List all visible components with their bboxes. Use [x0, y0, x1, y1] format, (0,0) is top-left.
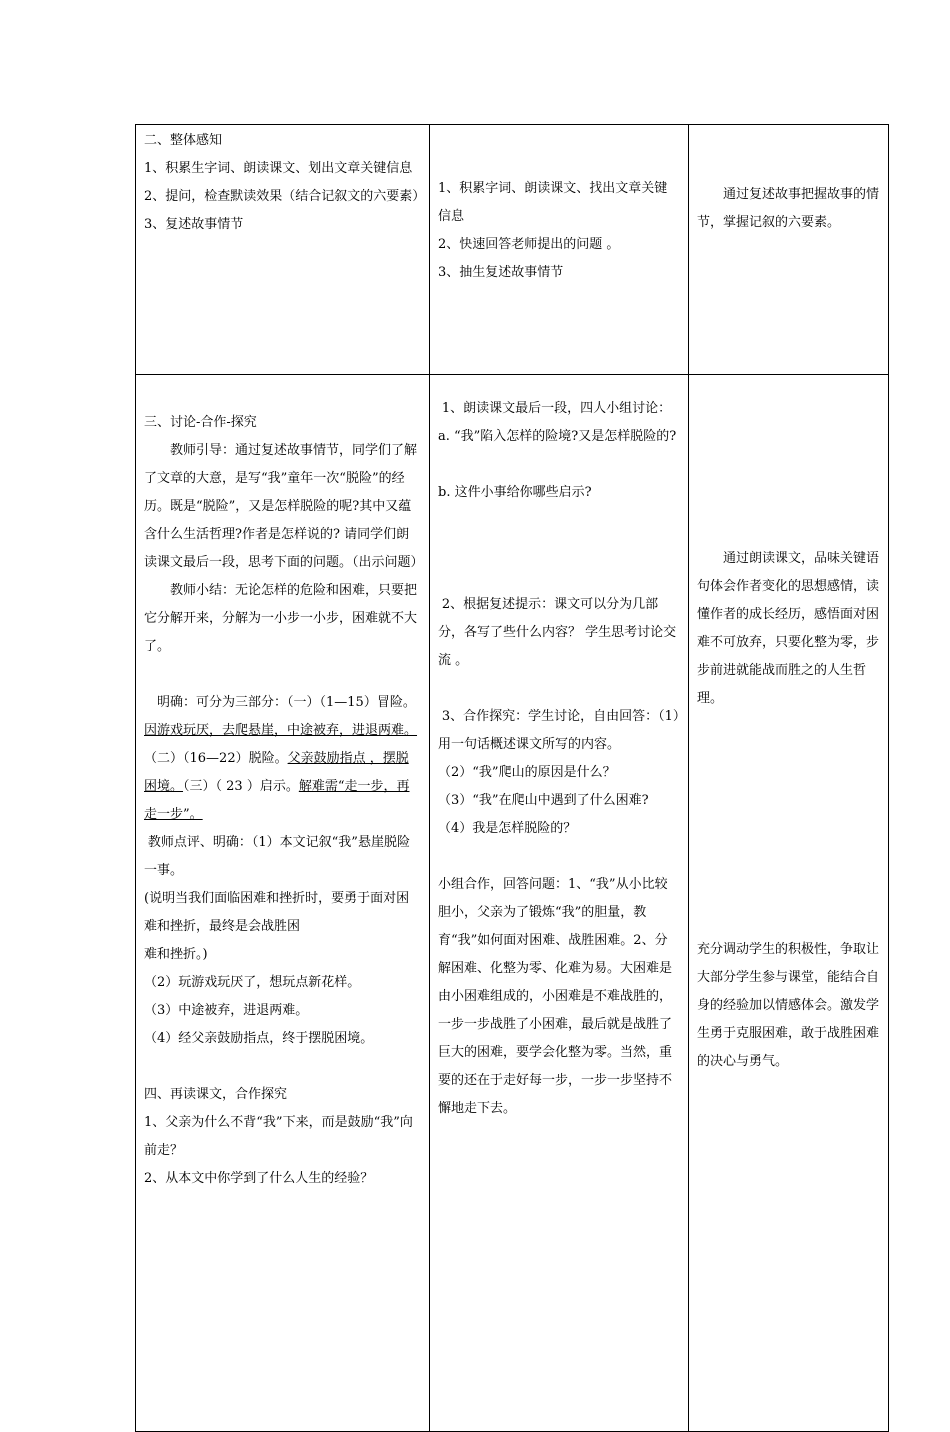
teacher-comment-text: 教师点评、明确：（1）本文记叙“我”悬崖脱险一事。 — [144, 835, 410, 878]
section-heading: 四、再读课文，合作探究 — [144, 1087, 288, 1102]
clarify-text: 明确：可分为三部分：（一）（1—15）冒险。因游戏玩厌，去爬悬崖，中途被弃，进退两难。（二）（16—22）脱险。父亲鼓励指点 ，摆脱困境。（三）（ 23 ）启示。解难需“走一步，再走一步”。 — [144, 695, 418, 822]
list-item: 3、抽生复述故事情节 — [438, 265, 564, 280]
teacher-guide-text: 教师引导：通过复述故事情节，同学们了解了文章的大意，是写“我”童年一次“脱险”的经历。既是“脱险”，又是怎样脱险的呢?其中又蕴含什么生活哲理?作者是怎样说的? 请同学们朗读课文最后一段，思考下面的问题。（出示问题） — [144, 443, 424, 570]
list-item: 3、合作探究：学生讨论，自由回答：（1）用一句话概述课文所写的内容。 — [438, 709, 680, 752]
list-item: b. 这件小事给你哪些启示? — [438, 485, 592, 500]
student-activity-cell — [430, 375, 689, 1432]
list-item: 1、朗读课文最后一段，四人小组讨论： — [441, 401, 672, 416]
list-item: 2、快速回答老师提出的问题 。 — [438, 237, 620, 252]
note-text: 难和挫折。) — [144, 947, 208, 962]
list-item: 1、积累字词、朗读课文、找出文章关键信息 — [438, 181, 668, 224]
teacher-activity-cell — [136, 375, 430, 1432]
note-text: (说明当我们面临困难和挫折时，要勇于面对困难和挫折，最终是会战胜困 — [144, 891, 410, 934]
student-activity-cell — [430, 125, 689, 375]
list-item: 2、从本文中你学到了什么人生的经验？ — [144, 1171, 374, 1186]
table-row — [136, 375, 889, 1432]
design-intent-cell — [689, 375, 889, 1432]
list-item: （2）“我”爬山的原因是什么？ — [438, 765, 616, 780]
list-item: 2、提问，检查默读效果（结合记叙文的六要素） — [144, 189, 426, 204]
teacher-summary-text: 教师小结：无论怎样的危险和困难，只要把它分解开来，分解为一小步一小步，困难就不大了。 — [144, 583, 418, 654]
section-heading: 二、整体感知 — [144, 133, 223, 148]
group-answer-text: 小组合作，回答问题：1、“我”从小比较胆小，父亲为了锻炼“我”的胆量，教育“我”如何面对困难、战胜困难。2、分解困难、化整为零、化难为易。大困难是由小困难组成的，小困难是不难战胜的，一步一步战胜了小困难，最后就是战胜了巨大的困难，要学会化整为零。当然，重要的还在于走好每一步，一步一步坚持不懈地走下去。 — [438, 877, 673, 1116]
list-item: 2、根据复述提示：课文可以分为几部分，各写了些什么内容？ 学生思考讨论交流 。 — [438, 597, 677, 668]
list-item: （3）“我”在爬山中遇到了什么困难? — [438, 793, 649, 808]
section-heading: 三、讨论-合作-探究 — [144, 415, 257, 430]
underlined-answer: 解难需“走一步，再走一步”。 — [144, 779, 410, 822]
lesson-plan-table — [135, 124, 889, 1432]
list-item: 1、积累生字词、朗读课文、划出文章关键信息 — [144, 161, 413, 176]
list-item: （2）玩游戏玩厌了，想玩点新花样。 — [144, 975, 361, 990]
intent-text: 通过朗读课文，品味关键语句体会作者变化的思想感情，读懂作者的成长经历，感悟面对困难不可放弃，只要化整为零，步步前进就能战而胜之的人生哲理。 — [697, 551, 880, 706]
underlined-answer: 父亲鼓励指点 ，摆脱困境。 — [144, 751, 409, 794]
list-item: （3）中途被弃，进退两难。 — [144, 1003, 309, 1018]
underlined-answer: 因游戏玩厌，去爬悬崖，中途被弃，进退两难。 — [144, 723, 418, 738]
design-intent-cell — [689, 125, 889, 375]
intent-text: 充分调动学生的积极性，争取让大部分学生参与课堂，能结合自身的经验加以情感体会。激发学生勇于克服困难，敢于战胜困难的决心与勇气。 — [697, 942, 880, 1069]
intent-text: 通过复述故事把握故事的情节，掌握记叙的六要素。 — [697, 187, 880, 230]
table-row — [136, 125, 889, 375]
list-item: （4）我是怎样脱险的？ — [438, 821, 577, 836]
list-item: （4）经父亲鼓励指点，终于摆脱困境。 — [144, 1031, 374, 1046]
list-item: 3、复述故事情节 — [144, 217, 244, 232]
teacher-activity-cell — [136, 125, 430, 375]
list-item: 1、父亲为什么不背“我”下来，而是鼓励“我”向前走？ — [144, 1115, 413, 1158]
list-item: a. “我”陷入怎样的险境?又是怎样脱险的? — [438, 429, 677, 444]
